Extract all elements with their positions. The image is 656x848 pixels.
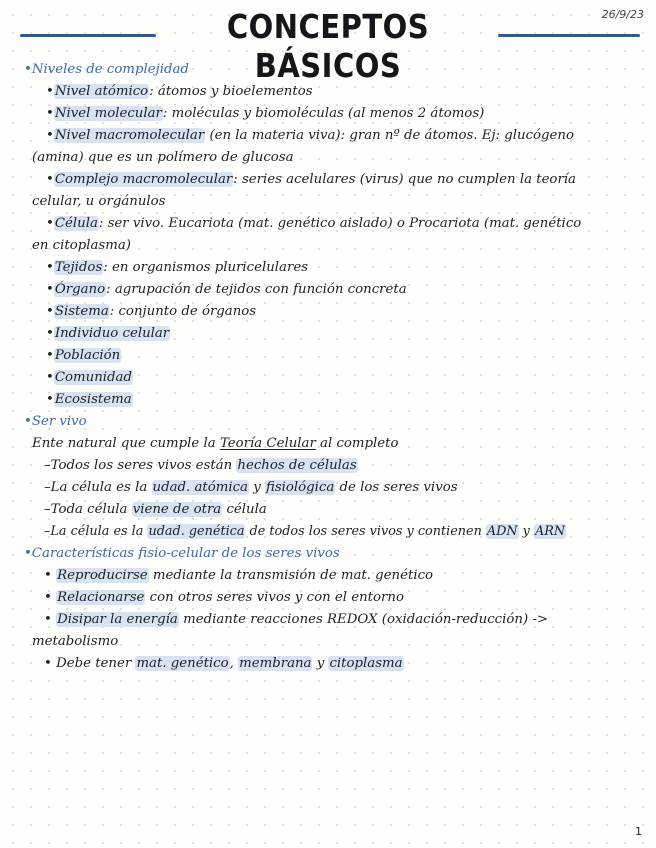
section-heading-niveles: •Niveles de complejidad	[24, 62, 189, 77]
list-item: • Relacionarse con otros seres vivos y con el entorno	[44, 590, 404, 605]
list-item: •Órgano: agrupación de tejidos con función concreta	[46, 282, 407, 297]
list-item: • Disipar la energía mediante reacciones REDOX (oxidación-reducción) ->	[44, 612, 548, 627]
title-rule-right	[498, 34, 640, 37]
list-item: –La célula es la udad. genética de todos los seres vivos y contienen ADN y ARN	[44, 524, 566, 539]
page-number: 1	[635, 825, 642, 838]
note-date: 26/9/23	[601, 8, 644, 21]
list-item: • Reproducirse mediante la transmisión de mat. genético	[44, 568, 434, 583]
list-item-continuation: (amina) que es un polímero de glucosa	[32, 150, 294, 165]
list-item: •Nivel atómico: átomos y bioelementos	[46, 84, 313, 99]
list-item: •Complejo macromolecular: series acelulares (virus) que no cumplen la teoría	[46, 172, 576, 187]
list-item: –Toda célula viene de otra célula	[44, 502, 267, 517]
list-item-continuation: celular, u orgánulos	[32, 194, 166, 209]
title-rule-left	[20, 34, 156, 37]
list-item: •Población	[46, 348, 121, 363]
section-heading-ser-vivo: •Ser vivo	[24, 414, 87, 429]
list-item: •Nivel macromolecular (en la materia viva): gran nº de átomos. Ej: glucógeno	[46, 128, 574, 143]
list-item: •Nivel molecular: moléculas y biomoléculas (al menos 2 átomos)	[46, 106, 485, 121]
list-item: •Sistema: conjunto de órganos	[46, 304, 257, 319]
list-item-continuation: en citoplasma)	[32, 238, 131, 253]
list-item: –La célula es la udad. atómica y fisiológica de los seres vivos	[44, 480, 458, 495]
section-heading-caracteristicas: •Características fisio-celular de los seres vivos	[24, 546, 340, 561]
list-item-continuation: metabolismo	[32, 634, 119, 649]
page-title: CONCEPTOS BÁSICOS	[226, 6, 430, 86]
list-item: •Comunidad	[46, 370, 132, 385]
list-item: •Tejidos: en organismos pluricelulares	[46, 260, 309, 275]
list-item: –Todos los seres vivos están hechos de células	[44, 458, 357, 473]
definition-line: Ente natural que cumple la Teoría Celular al completo	[32, 436, 399, 451]
list-item: •Célula: ser vivo. Eucariota (mat. genético aislado) o Procariota (mat. genético	[46, 216, 582, 231]
list-item: •Ecosistema	[46, 392, 132, 407]
list-item: • Debe tener mat. genético, membrana y citoplasma	[44, 656, 403, 671]
list-item: •Individuo celular	[46, 326, 170, 341]
